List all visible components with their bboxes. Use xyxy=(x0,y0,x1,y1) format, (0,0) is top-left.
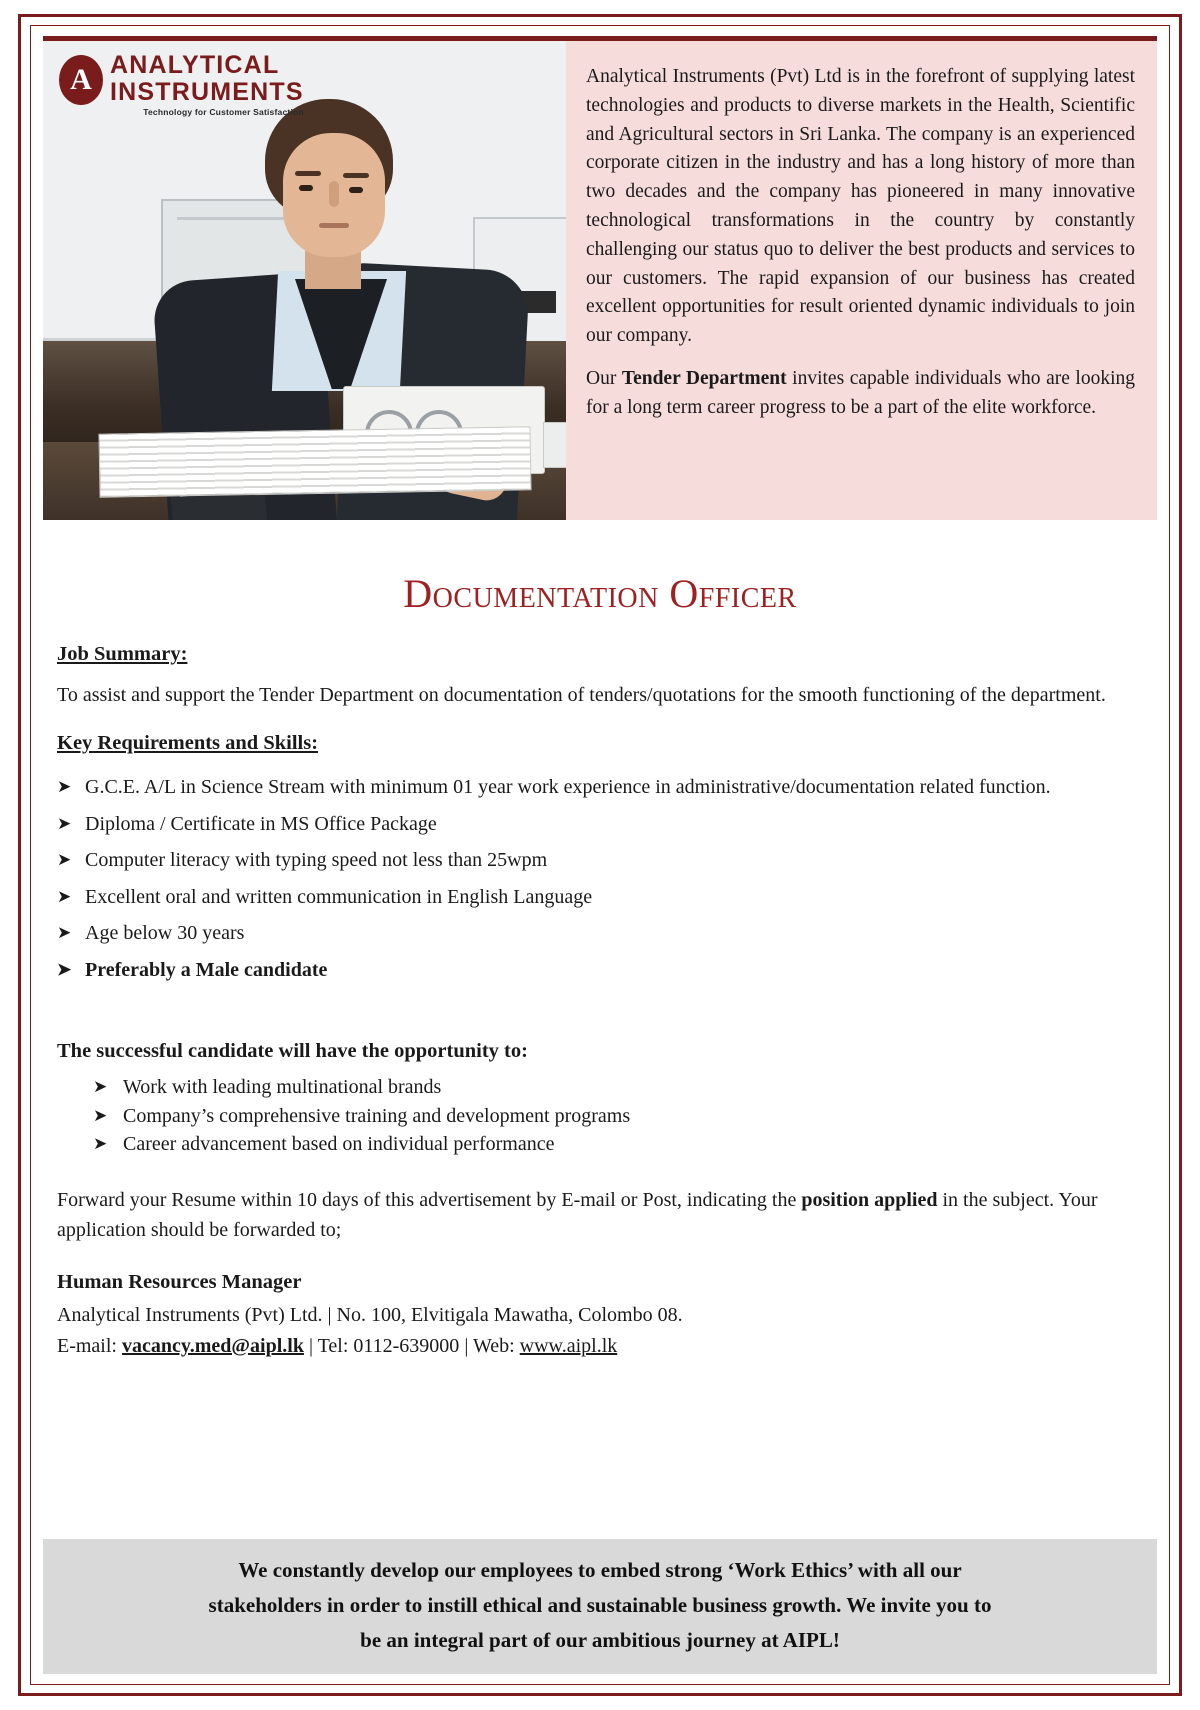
arrow-bullet-icon: ➤ xyxy=(57,777,72,796)
photo-eye-right xyxy=(349,187,363,193)
company-intro xyxy=(566,41,1157,520)
intro-p2-suffix: invites capable individuals who are looking for a long term career progress to be a part of the elite workforce. xyxy=(586,367,1135,418)
email-link[interactable]: vacancy.med@aipl.lk xyxy=(121,1334,304,1357)
requirement-text: Excellent oral and written communication in English Language xyxy=(85,885,593,908)
arrow-bullet-icon: ➤ xyxy=(57,850,72,869)
opportunity-list xyxy=(57,1073,1143,1159)
tender-department-emphasis: Tender Department xyxy=(621,367,787,389)
opportunity-text: Career advancement based on individual performance xyxy=(123,1133,555,1155)
intro-paragraph-1: Analytical Instruments (Pvt) Ltd is in the forefront of supplying latest technologies and products to diverse markets in the Health, Scientific and Agricultural sectors in Sri Lanka. The company is an experienced corporate citizen in the industry and has a long history of more than two decades and the company has pioneered in many innovative technological transformations in the country by constantly challenging our status quo to deliver the best products and services to our customers. The rapid expansion of our business has created excellent opportunities for result oriented dynamic individuals to join our company. xyxy=(586,66,1135,347)
requirement-item xyxy=(57,952,1143,989)
logo-line-1: ANALYTICAL xyxy=(110,51,280,79)
opportunity-item xyxy=(93,1130,1143,1159)
photo-papers-stack-right xyxy=(543,422,566,468)
company-logo xyxy=(59,53,304,117)
opportunity-item xyxy=(93,1073,1143,1102)
intro-paragraph-2 xyxy=(586,365,1135,423)
email-label: E-mail: xyxy=(57,1334,122,1357)
arrow-bullet-icon: ➤ xyxy=(93,1077,108,1096)
instruction-prefix: Forward your Resume within 10 days of this advertisement by E-mail or Post, indicating the xyxy=(57,1188,802,1211)
page-title: Documentation Officer xyxy=(403,571,797,616)
footer-line-1: We constantly develop our employees to embed strong ‘Work Ethics’ with all our xyxy=(238,1558,962,1582)
job-summary-heading: Job Summary: xyxy=(57,643,188,665)
intro-p2-prefix: Our xyxy=(586,367,622,389)
requirement-item xyxy=(57,842,1143,879)
footer-line-2: stakeholders in order to instill ethical and sustainable business growth. We invite you to xyxy=(208,1593,992,1617)
arrow-bullet-icon: ➤ xyxy=(57,886,72,906)
footer-line-3: be an integral part of our ambitious journey at AIPL! xyxy=(360,1628,840,1652)
requirement-item xyxy=(57,806,1143,843)
arrow-bullet-icon: ➤ xyxy=(93,1105,108,1125)
instruction-suffix: in the subject. Your application should be forwarded to; xyxy=(57,1188,1098,1241)
requirement-text: Age below 30 years xyxy=(85,922,245,944)
opportunity-item xyxy=(93,1102,1143,1131)
contact-channels xyxy=(57,1331,1143,1362)
requirements-list xyxy=(57,769,1143,988)
requirement-text: G.C.E. A/L in Science Stream with minimum 01 year work experience in administrative/documentation related function. xyxy=(85,776,1051,798)
requirement-text: Preferably a Male candidate xyxy=(85,958,328,981)
requirement-text: Computer literacy with typing speed not less than 25wpm xyxy=(85,849,548,871)
footer-banner xyxy=(43,1539,1157,1674)
telephone-number: 0112-639000 xyxy=(353,1334,460,1357)
arrow-bullet-icon: ➤ xyxy=(57,923,72,942)
requirements-heading: Key Requirements and Skills: xyxy=(57,732,319,754)
job-summary-text: To assist and support the Tender Department on documentation of tenders/quotations for the smooth functioning of the department. xyxy=(57,684,1106,706)
requirement-item xyxy=(57,915,1143,952)
advertisement-body xyxy=(43,520,1157,1674)
photo-paper-stack xyxy=(98,426,531,498)
requirement-item xyxy=(57,769,1143,806)
arrow-bullet-icon: ➤ xyxy=(93,1134,108,1153)
photo-eye-left xyxy=(299,185,313,191)
header-band xyxy=(43,36,1157,520)
arrow-bullet-icon: ➤ xyxy=(57,959,72,979)
requirement-item xyxy=(57,879,1143,916)
contact-address: Analytical Instruments (Pvt) Ltd. | No. 100, Elvitigala Mawatha, Colombo 08. xyxy=(57,1303,683,1326)
arrow-bullet-icon: ➤ xyxy=(57,813,72,833)
office-photo xyxy=(43,41,566,520)
website-link[interactable]: www.aipl.lk xyxy=(519,1334,618,1357)
photo-nose xyxy=(329,181,339,207)
photo-brow-right xyxy=(343,173,369,178)
application-instruction xyxy=(57,1185,1143,1245)
requirement-text: Diploma / Certificate in MS Office Package xyxy=(85,812,437,835)
photo-mouth xyxy=(319,223,349,228)
logo-mark-icon: A xyxy=(59,55,103,105)
web-label: | Web: xyxy=(459,1334,520,1357)
photo-brow-left xyxy=(295,171,321,176)
logo-line-2: INSTRUMENTS xyxy=(110,78,304,106)
opportunity-heading: The successful candidate will have the opportunity to: xyxy=(57,1040,528,1062)
advertisement-page xyxy=(18,14,1182,1696)
opportunity-text: Work with leading multinational brands xyxy=(123,1076,442,1098)
page-inner-border xyxy=(30,25,1170,1685)
tel-label: | Tel: xyxy=(303,1334,354,1357)
contact-role-title: Human Resources Manager xyxy=(57,1270,302,1293)
logo-tagline: Technology for Customer Satisfaction xyxy=(143,107,304,117)
opportunity-text: Company’s comprehensive training and development programs xyxy=(123,1104,631,1127)
logo-wordmark xyxy=(110,53,304,117)
position-applied-emphasis: position applied xyxy=(801,1188,938,1211)
